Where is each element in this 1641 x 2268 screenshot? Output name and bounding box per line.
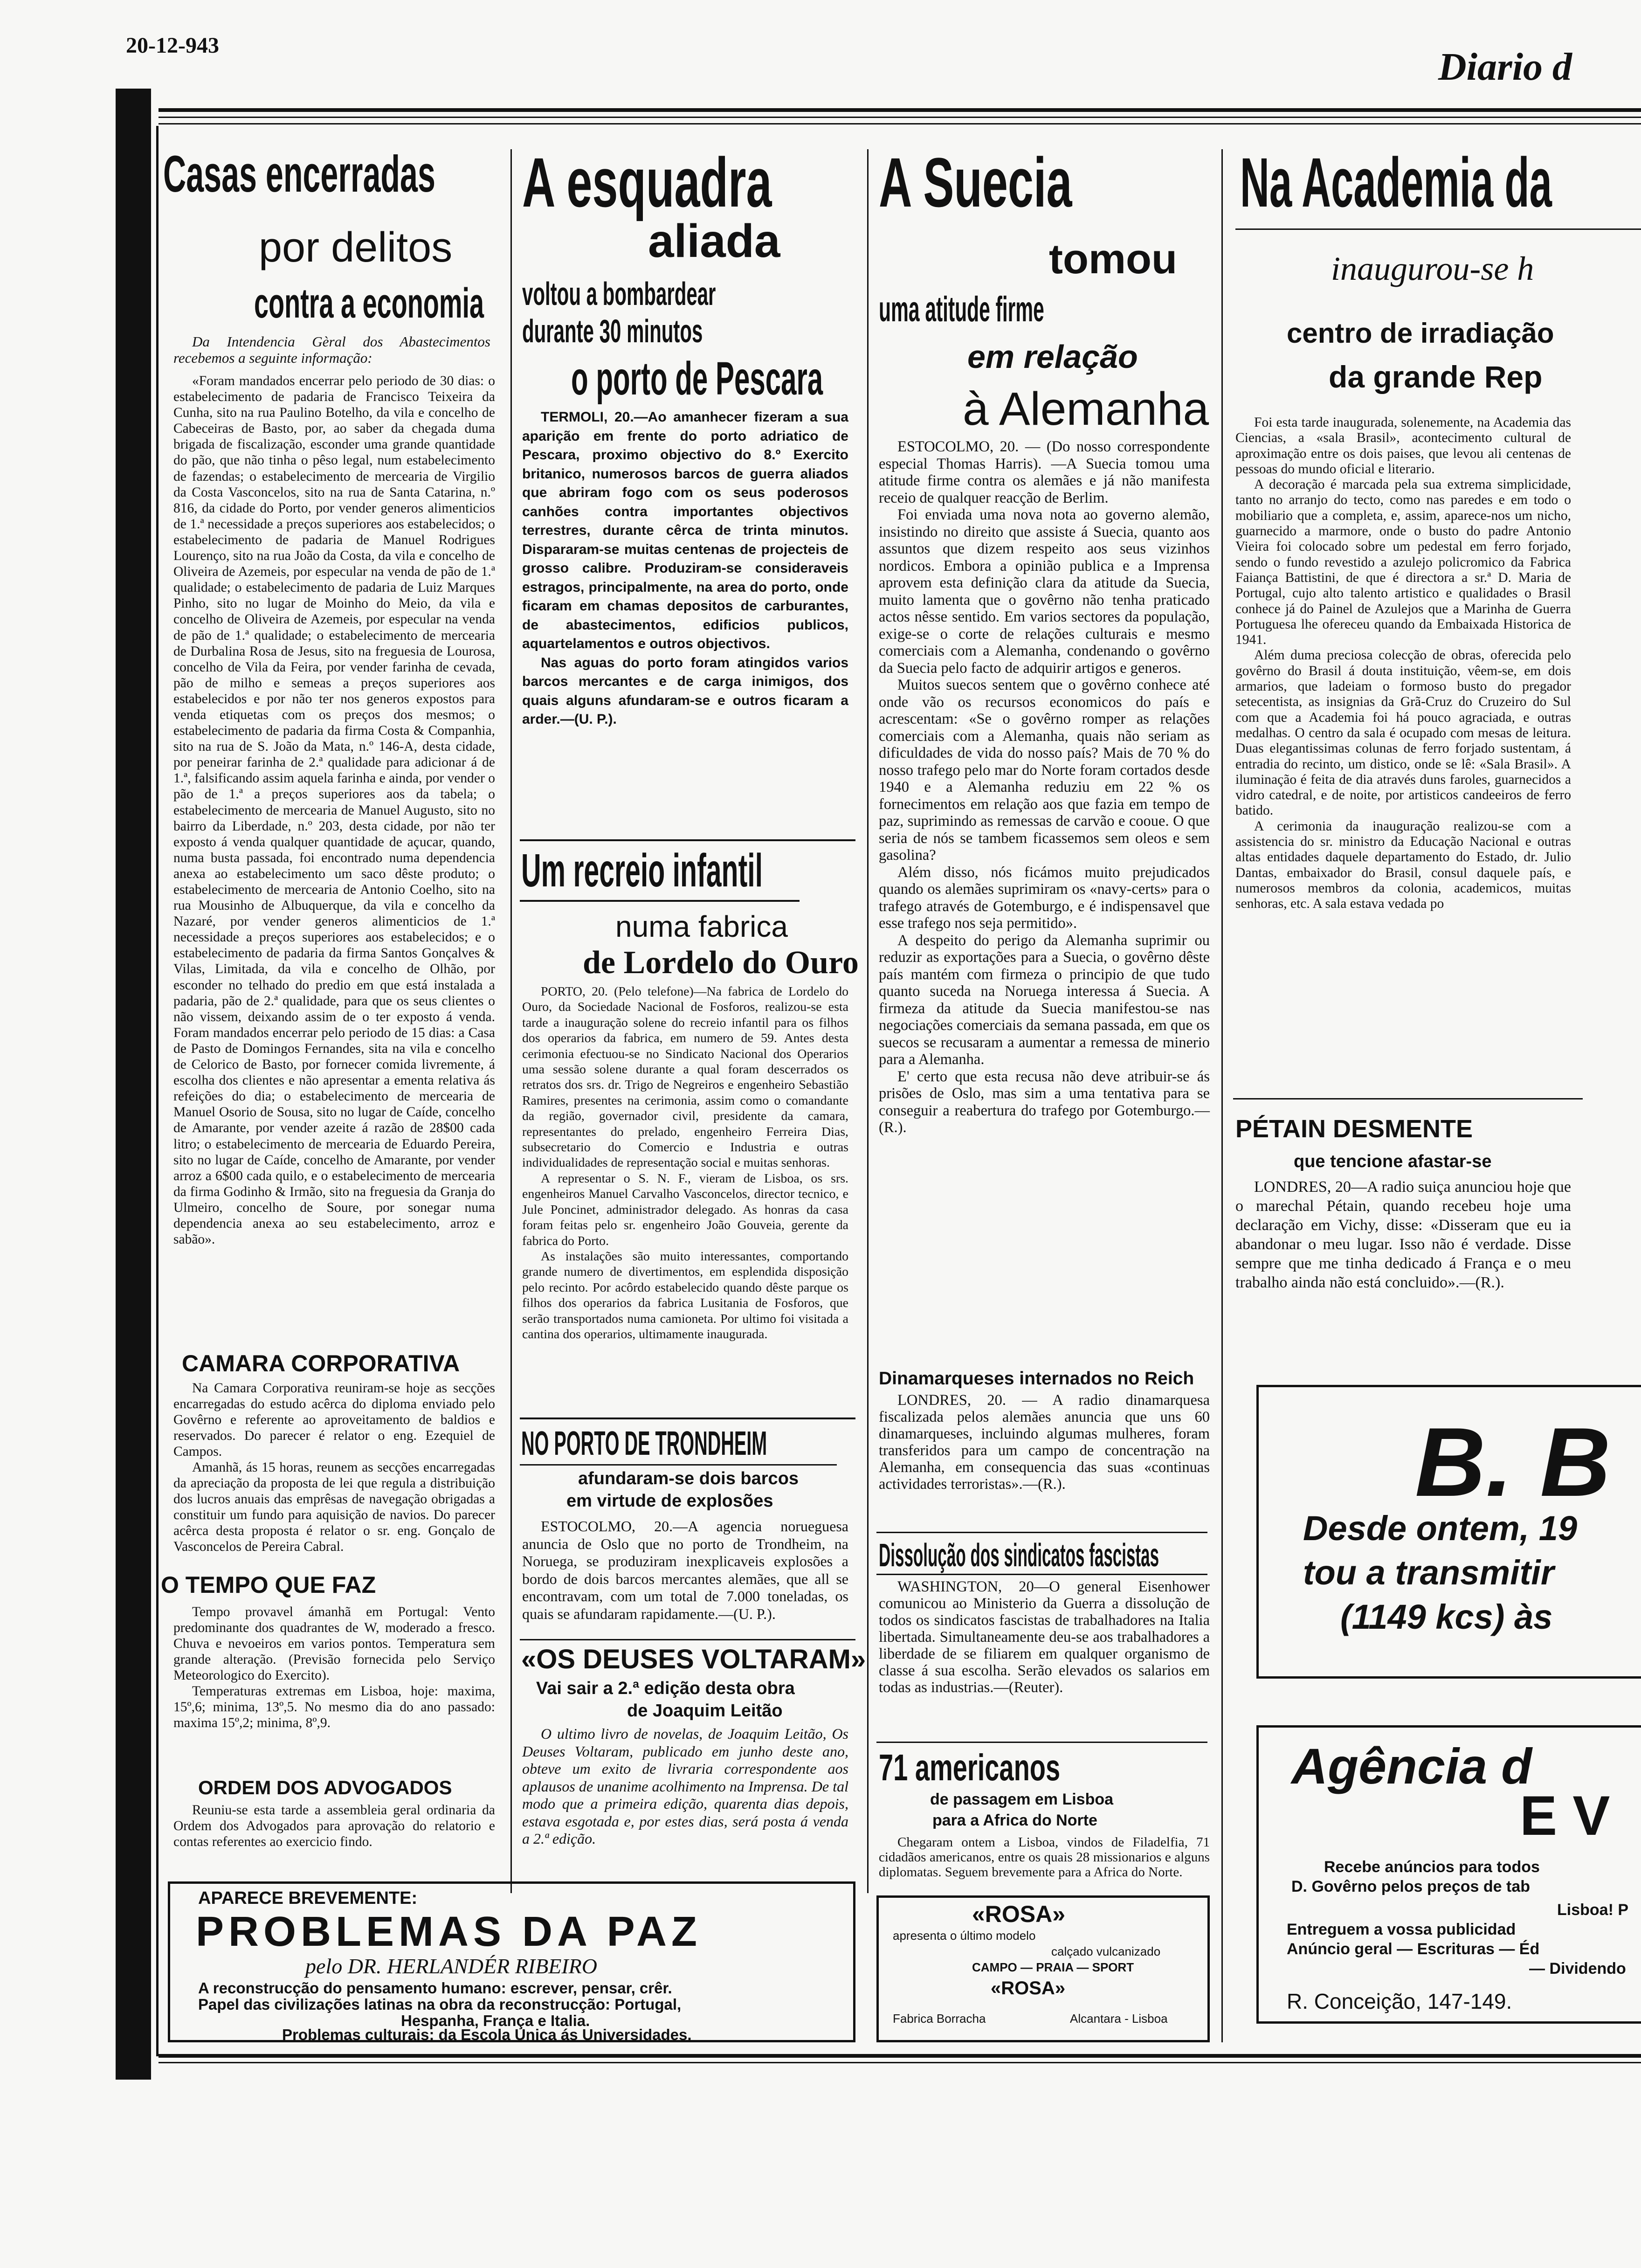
rosa-ad-title: «ROSA» [972,1901,1066,1927]
trondheim-headline: NO PORTO DE TRONDHEIM [521,1425,767,1462]
column-rule-2 [867,149,869,1893]
bottom-rule-thick [159,2054,1641,2058]
col4-headline: Na Academia da [1240,143,1552,221]
col1-subhead: por delitos [259,224,453,271]
dissolucao-article: WASHINGTON, 20—O general Eisenhower comunicou ao Ministerio da Guerra a dissolução de todos os sindicatos fascistas de trabalhadores na Italia libertada. Simultaneamente deu-se aos trabalhadores a liberdade de se filiarem em qualquer organismo de classe á sua escolha. Serão elevados os salarios em todas as industrias.—(Reuter). [879,1578,1210,1696]
col3-subhead-4: à Alemanha [963,383,1209,435]
americanos-headline: 71 americanos [879,1747,1061,1788]
paz-ad-title: PROBLEMAS DA PAZ [196,1908,702,1955]
trondheim-subhead-2: em virtude de explosões [566,1491,773,1511]
dinamarqueses-article: LONDRES, 20. — A radio dinamarquesa fiscalizada pelos alemães anuncia que uns 60 dinamarqueses, incluindo algumas mulheres, foram transferidos para um campo de concentração na Alemanha, em consequencia das suas «continuas actividades terroristas».—(R.). [879,1392,1210,1493]
recreio-subhead-1: numa fabrica [615,910,788,943]
recreio-headline: Um recreio infantil [521,844,763,897]
radio-ad-title: B. B [1415,1407,1611,1517]
agencia-ad-line-1: Recebe anúncios para todos [1324,1858,1540,1876]
col2-subhead-1: aliada [648,215,780,267]
rosa-ad [876,1895,1210,2042]
newspaper-title: Diario d [1438,45,1572,89]
agencia-ad [1256,1725,1641,2024]
col4-subhead-3: da grande Rep [1329,360,1543,394]
agencia-ad-line-3: Lisboa! P [1557,1901,1629,1919]
petain-top-rule [1233,1098,1583,1099]
agencia-ad-line-2: D. Govêrno pelos preços de tab [1291,1878,1531,1895]
dissolucao-top-rule [876,1532,1207,1533]
paz-ad-line-1: A reconstrucção do pensamento humano: escrever, pensar, crêr. [198,1979,672,1997]
col1-intro: Da Intendencia Gèral dos Abastecimentos recebemos a seguinte informação: [173,333,490,366]
americanos-subhead-1: de passagem em Lisboa [930,1791,1114,1808]
paz-ad-line-2: Papel das civilizações latinas na obra da reconstrucção: Portugal, [198,1996,682,2013]
column-rule-1 [510,149,512,1893]
left-margin-line [156,126,159,2056]
paz-ad-announce: APARECE BREVEMENTE: [198,1888,418,1908]
top-rule-thin [159,117,1641,118]
col3-headline: A Suecia [879,143,1072,221]
advogados-title: ORDEM DOS ADVOGADOS [198,1777,452,1798]
radio-ad [1256,1385,1641,1679]
col3-subhead-3: em relação [967,339,1138,375]
advogados-article: Reuniu-se esta tarde a assembleia geral ordinaria da Ordem dos Advogados para aprovação do relatorio e contas referentes ao exercicio findo. [173,1803,495,1849]
tempo-article: Tempo provavel ámanhã em Portugal: Vento predominante dos quadrantes de W, moderado a fresco. Chuva e nevoeiros em varios pontos. Temperatura sem grande alteração. (Previsão fornecida pelo Serviço Meteorologico do Exercito). Temperaturas extremas em Lisboa, hoje: maxima, 15º,6; minima, 13º,5. No mesmo dia do ano passado: maxima 15º,2; minima, 8º,9. [173,1604,495,1730]
dissolucao-title: Dissolução dos sindicatos fascistas [879,1537,1159,1573]
recreio-article: PORTO, 20. (Pelo telefone)—Na fabrica de Lordelo do Ouro, da Sociedade Nacional de Fosforos, realizou-se esta tarde a inauguração solene do recreio infantil para os filhos dos operarios da fabrica, em numero de 59. Antes desta cerimonia efectuou-se no Sindicato Nacional dos Operarios uma sessão solene durante a qual foram descerrados os retratos dos srs. dr. Trigo de Negreiros e engenheiro Sebastião Ramires, presentes na cerimonia, assim como o comandante da região, governador civil, presidente da camara, representantes do prelado, engenheiro Ferreira Dias, subsecretario do Comercio e Industria e outras individualidades de representação social e muitas senhoras. A representar o S. N. F., vieram de Lisboa, os srs. engenheiros Manuel Carvalho Vasconcelos, director tecnico, e Jule Poncinet, administrador delegado. As honras da casa foram feitas pelo sr. engenheiro João Gouveia, gerente da fabrica do Porto. As instalações são muito interessantes, comportando grande numero de divertimentos, em esplendida disposição pelo recinto. Por acôrdo estabelecido quando dêste parque os filhos dos operarios da fabrica Lusitania de Fosforos, que serão transportados numa camioneta. Por ultimo foi visitada a cantina dos operarios, ultimamente inaugurada. [522,984,848,1341]
page-date: 20-12-943 [126,33,219,58]
radio-ad-line-3: (1149 kcs) às [1340,1597,1553,1636]
col1-article: «Foram mandados encerrar pelo periodo de 30 dias: o estabelecimento de padaria de Francisco Teixeira da Cunha, sito na rua Paulino Botelho, da vila e concelho de Cabeceiras de Basto, por, ao saber da chegada duma brigada de fiscalização, esconder uma grande quantidade do pão, que não tinha o pêso legal, num estabelecimento de fazendas; o estabelecimento de mercearia de Virgilio da Costa Vasconcelos, sito na rua de Santa Catarina, n.º 816, da cidade do Porto, por vender generos alimenticios de 1.ª necessidade a preços superiores aos estabelecidos; o estabelecimento de padaria de Manuel Rodrigues Lourenço, sito na rua João da Costa, da vila e concelho de Oliveira de Azemeis, por especular na venda de pão de 1.ª qualidade; o estabelecimento de padaria de Luiz Marques Pinho, sito no lugar de Moinho do Meio, da vila e concelho de Oliveira de Azemeis, por especular na venda de pão de 1.ª qualidade; o estabelecimento de mercearia de Durbalina Rosa de Jesus, sito na freguesia de Lourosa, concelho de Vila da Feira, por vender farinha de cevada, pão de milho e semeas a preços superiores aos estabelecidos e por não ter nos generos expostos para venda etiquetas com os preços dos mesmos; o estabelecimento de padaria da firma Costa & Companhia, sito na rua de S. João da Mata, n.º 146-A, desta cidade, por peneirar farinha de 2.ª qualidade para adicionar á de 1.ª, falsificando assim aquela farinha e ainda, por vender o pão de 1.ª a preços superiores aos da tabela; o estabelecimento de mercearia de Manuel Augusto, sito no bairro da Liberdade, n.º 203, desta cidade, por não ter exposto á venda qualquer quantidade de açucar, quando, numa busta passada, foi encontrado numa dependencia anexa ao estabelecimento um saco dêste produto; o estabelecimento de mercearia de Antonio Coelho, sito na rua Mousinho de Albuquerque, da vila e concelho da Nazaré, por vender generos alimenticios de 1.ª necessidade a preços superiores aos estabelecidos; e o estabelecimento de padaria da firma Santos Gonçalves & Vilas, Limitada, da vila e concelho de Olhão, por esconder no telhado do predio em que está instalada a padaria, pão de 2.ª qualidade, para que os seus clientes o não vissem, deixando assim de o ter exposto á venda. Foram mandados encerrar pelo periodo de 15 dias: a Casa de Pasto de Domingos Fernandes, sita na vila e concelho de Celorico de Basto, por fornecer comida livremente, á escolha dos clientes e não apresentar a ementa relativa ás refeições do dia; o estabelecimento de mercearia de Manuel Osorio de Sousa, sito no lugar de Caíde, concelho de Amarante, por vender azeite á razão de 28$00 cada litro; o estabelecimento de mercearia de Eduardo Pereira, sito no lugar de Caíde, concelho de Amarante, por vender arroz a 6$00 cada quilo, e o estabelecimento de mercearia da firma Godinho & Irmão, sito na freguesia da Granja do Ulmeiro, concelho de Soure, por sonegar numa dependencia anexa ao seu estabelecimento, arroz e sabão». [173,373,495,1247]
petain-subhead: que tencione afastar-se [1294,1152,1492,1171]
col4-subhead-1: inaugurou-se h [1331,250,1534,287]
rosa-ad-line-2: calçado vulcanizado [1051,1944,1161,1958]
problemas-da-paz-ad [168,1881,855,2042]
column-rule-3 [1221,149,1223,2042]
paz-ad-author: pelo DR. HERLANDÉR RIBEIRO [305,1954,597,1978]
paz-ad-line-4: Problemas culturais: da Escola Unica ás Universidades. [282,2026,692,2043]
deuses-article: O ultimo livro de novelas, de Joaquim Leitão, Os Deuses Voltaram, publicado em junho deste ano, obteve um exito de livraria correspondente aos aplausos de unanime acolhimento na Imprensa. De tal modo que a primeira edição, quarenta dias depois, estava esgotada e, por estes dias, será posta á venda a 2.ª edição. [522,1725,848,1847]
col2-headline: A esquadra [522,143,772,221]
deuses-subhead-1: Vai sair a 2.ª edição desta obra [536,1679,795,1698]
radio-ad-line-1: Desde ontem, 19 [1303,1509,1578,1548]
trondheim-subhead-1: afundaram-se dois barcos [578,1469,799,1488]
americanos-top-rule [876,1742,1207,1743]
col2-subhead-3: durante 30 minutos [522,313,703,349]
col4-rule [1235,228,1641,230]
deuses-top-rule [520,1639,855,1640]
radio-ad-line-2: tou a transmitir [1303,1553,1554,1592]
col1-subhead-2: contra a economia [254,280,484,327]
rosa-ad-line-5: Alcantara - Lisboa [1070,2012,1168,2026]
petain-article: LONDRES, 20—A radio suiça anunciou hoje que o marechal Pétain, quando recebeu hoje uma declaração em Vichy, disse: «Disseram que eu ia abandonar o meu lugar. Isso não é verdade. Disse sempre que me tinha dedicado á França e o meu trabalho ainda não está concluido».—(R.). [1235,1178,1571,1291]
americanos-subhead-2: para a Africa do Norte [932,1812,1097,1829]
rosa-ad-title-2: «ROSA» [991,1978,1066,1998]
col2-subhead-2: voltou a bombardear [522,276,716,312]
deuses-subhead-2: de Joaquim Leitão [627,1701,783,1721]
bottom-rule-thin [159,2062,1641,2063]
agencia-ad-title-2: E V [1520,1784,1610,1847]
agencia-ad-title: Agência d [1291,1738,1532,1794]
recreio-underline [520,900,800,902]
agencia-ad-line-5: Anúncio geral — Escrituras — Éd [1287,1940,1540,1958]
recreio-top-rule [520,839,855,841]
academia-article: Foi esta tarde inaugurada, solenemente, na Academia das Ciencias, a «sala Brasil», acontecimento cultural de aproximação entre os dois paises, que levou ali centenas de pessoas do mundo oficial e literario. A decoração é marcada pela sua extrema simplicidade, tanto no arranjo do tecto, como nas paredes e em todo o mobiliario que a completa, e, assim, aparece-nos um nicho, guarnecido a marmore, onde o busto do padre Antonio Vieira foi colocado sobre um pedestal em ferro forjado, sendo o fundo revestido a azulejo policromico da Fabrica Faiança Battistini, de que é directora a sr.ª D. Maria de Portugal, cujo alto talento artistico e qualidades o Brasil conhece já do Painel de Azulejos que a Marinha de Guerra Portuguesa lhe ofereceu quando da Embaixada Historica de 1941. Além duma preciosa colecção de obras, oferecida pelo govêrno do Brasil á douta instituição, vêem-se, em dois armarios, que ladeiam o formoso busto do pregador setecentista, as insignias da Grã-Cruz do Cruzeiro do Sul com que a Academia foi há pouco agraciada, e outras medalhas. O centro da sala é ocupado com mesas de leitura. Duas elegantissimas colunas de ferro forjado sustentam, á entradia do recinto, um distico, onde se lê: «Sala Brasil». A iluminação é feita de dia através duns faroles, guarnecidos a vidro catedral, e de noite, por artisticos candeeiros de ferro batido. A cerimonia da inauguração realizou-se com a assistencia do sr. ministro da Educação Nacional e outras altas entidades daquele departamento do Estado, dr. Julio Dantas, embaixador do Brasil, consul daquele país, e numerosos membros da colonia, academicos, muitas senhoras, etc. A sala estava vedada po [1235,415,1571,912]
paz-ad-line-3: Hespanha, França e Italia. [401,2012,590,2029]
col1-headline: Casas encerradas [163,145,435,203]
col3-subhead-2: uma atitude firme [879,290,1044,329]
agencia-ad-address: R. Conceição, 147-149. [1287,1989,1512,2013]
rosa-ad-line-4: Fabrica Borracha [893,2012,986,2026]
dissolucao-underline [876,1574,1207,1575]
agencia-ad-line-6: — Dividendo [1529,1960,1626,1978]
agencia-ad-line-4: Entreguem a vossa publicidad [1287,1921,1516,1938]
petain-headline: PÉTAIN DESMENTE [1235,1115,1473,1143]
dinamarqueses-title: Dinamarqueses internados no Reich [879,1369,1194,1389]
col3-subhead-1: tomou [1049,236,1177,283]
suecia-article: ESTOCOLMO, 20. — (Do nosso correspondente especial Thomas Harris). —A Suecia tomou uma atitude firme contra os alemães e já não manifesta receio de qualquer reacção de Berlim. Foi enviada uma nova nota ao governo alemão, insistindo no direito que assiste á Suecia, quanto aos assuntos que dizem respeito aos seus vizinhos nordicos. Embora a opinião publica e a Imprensa aprovem esta definição clara da atitude da Suecia, muito lamenta que o govêrno não tenha praticado actos nêsse sentido. Em varios sectores da população, exige-se o corte de relações culturais e mesmo comerciais com a Alemanha, condenando o govêrno da Suecia pelo facto de adquirir artigos e generos. Muitos suecos sentem que o govêrno conhece até onde vão os recursos economicos do país e acrescentam: «Se o govêrno romper as relações comerciais com a Alemanha, quais não seriam as dificuldades de vida do nosso país? Mais de 70 % do nosso trafego pelo mar do Norte foram cortados desde 1940 e a Alemanha reduziu em 22 % os fornecimentos em relação aos que fazia em tempo de paz, suprimindo as remessas de carvão e cooue. O que seria de nós se tambem ficassemos sem oleos e sem gasolina? Além disso, nós ficámos muito prejudicados quando os alemães suprimiram os «navy-certs» para o trafego através de Gotemburgo, e é indispensavel que esse trafego nos seja permitido». A despeito do perigo da Alemanha suprimir ou reduzir as exportações para a Suecia, o govêrno dêste país mantém com firmeza o principio de que tudo quanto suceda na Noruega interessa á Suecia. A firmeza da atitude da Suecia manifestou-se nas negociações comerciais da semana passada, em que os suecos se recusaram a aumentar a remessa de minerio para a Alemanha. E' certo que esta recusa não deve atribuir-se ás prisões de Oslo, mas sim a uma tentativa para se conseguir a reabertura do trafego por Gotemburgo.—(R.). [879,438,1210,1136]
deuses-headline: «OS DEUSES VOLTARAM» [521,1644,866,1674]
trondheim-article: ESTOCOLMO, 20.—A agencia norueguesa anuncia de Oslo que no porto de Trondheim, na Noruega, se produziram inexplicaveis explosões a bordo de dois barcos mercantes alemães, que all se encontravam, com um total de 7.000 toneladas, os quais se afundaram rapidamente.—(U. P.). [522,1518,848,1622]
tempo-title: O TEMPO QUE FAZ [161,1572,376,1598]
top-rule-thin-2 [159,123,1641,124]
top-rule-thick [159,108,1641,112]
pescara-article: TERMOLI, 20.—Ao amanhecer fizeram a sua aparição em frente do porto adriatico de Pescara, proximo objectivo do 8.º Exercito britanico, numerosos barcos de guerra aliados que abriram fogo com os seus poderosos canhões contra importantes objectivos terrestres, durante cêrca de trinta minutos. Dispararam-se muitas centenas de projecteis de grosso calibre. Produziram-se consideraveis estragos, principalmente, na area do porto, onde ficaram em chamas depositos de carburantes, de abastecimentos, edificios publicos, aquartelamentos e outros objectivos. Nas aguas do porto foram atingidos varios barcos mercantes e de carga inimigos, dos quais alguns afundaram-se e outros ficaram a arder.—(U. P.). [522,409,848,727]
trondheim-top-rule [520,1418,855,1419]
recreio-subhead-2: de Lordelo do Ouro [583,945,859,981]
rosa-ad-line-3: CAMPO — PRAIA — SPORT [972,1960,1134,1974]
col4-subhead-2: centro de irradiação [1287,318,1554,349]
americanos-article: Chegaram ontem a Lisboa, vindos de Filadelfia, 71 cidadãos americanos, entre os quais 28 missionarios e alguns diplomatas. Seguem brevemente para a Africa do Norte. [879,1835,1210,1880]
col2-subhead-4: o porto de Pescara [571,353,823,405]
trondheim-underline [520,1464,837,1466]
left-margin-bar [116,89,151,2080]
rosa-ad-line-1: apresenta o último modelo [893,1929,1036,1943]
camara-article: Na Camara Corporativa reuniram-se hoje as secções encarregadas do estudo acêrca do diploma enviado pelo Govêrno e referente ao aproveitamento de baldios e reservados. Do parecer é relator o eng. Ezequiel de Campos. Amanhã, ás 15 horas, reunem as secções encarregadas da apreciação da proposta de lei que regula a distribuição dos lucros anuais das emprêsas de navegação obrigadas a constituir um fundo para aquisição de navios. Do parecer acêrca desta proposta é relator o sr. eng. Gonçalo de Vasconcelos de Pereira Cabral. [173,1381,495,1554]
camara-title: CAMARA CORPORATIVA [182,1350,460,1376]
